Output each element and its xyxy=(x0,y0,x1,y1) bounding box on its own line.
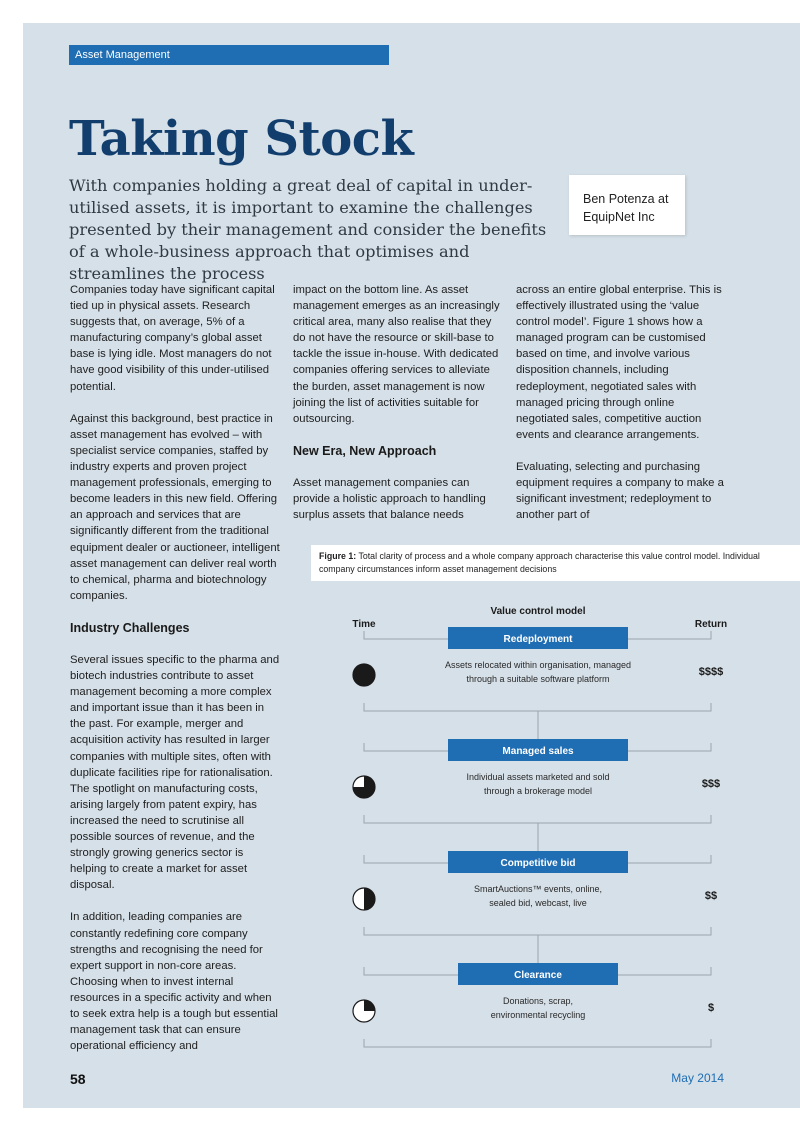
paragraph: Companies today have significant capital tied up in physical assets. Research suggests that, on average, 5% of a manufacturing company’s global asset base is lying idle. Most managers do not have good visibility of this under-utilised potential. xyxy=(70,284,275,393)
author-byline xyxy=(569,175,685,235)
stage-label: Clearance xyxy=(514,970,562,981)
standfirst: With companies holding a great deal of capital in under-utilised assets, it is important to examine the challenges presented by their management and consider the benefits of a whole-business approach that optimises and streamlines the process xyxy=(69,176,547,283)
stage-description: through a suitable software platform xyxy=(466,674,610,684)
section-tab: Asset Management xyxy=(69,45,389,65)
return-label: Return xyxy=(694,619,728,630)
stage-return: $$$$ xyxy=(698,666,724,678)
time-label: Time xyxy=(352,619,376,630)
body-column-1 xyxy=(70,282,282,1070)
stage-description: environmental recycling xyxy=(490,1010,586,1020)
model-title: Value control model xyxy=(490,606,586,617)
bracket-line xyxy=(364,927,711,935)
connector-line xyxy=(628,743,711,751)
stage-description: Individual assets marketed and sold xyxy=(466,772,610,782)
caption-text: Total clarity of process and a whole company approach characterise this value control model. Individual company circumstances inform asset management decisions xyxy=(319,551,760,574)
paragraph: impact on the bottom line. As asset management emerges as an increasingly critical area, many also realise that they do not have the resource or skill-base to tackle the issue in-house. With dedicated companies offering services to alleviate the burden, asset management is now joining the list of activities suitable for outsourcing. xyxy=(293,284,500,425)
connector-line xyxy=(364,743,448,751)
connector-line xyxy=(364,967,458,975)
stage-description: Assets relocated within organisation, managed xyxy=(444,660,632,670)
bracket-line xyxy=(364,703,711,711)
stage-label: Managed sales xyxy=(502,746,574,757)
connector-line xyxy=(364,855,448,863)
body-column-2 xyxy=(293,282,505,539)
stage-description: through a brokerage model xyxy=(483,786,593,796)
stage-label: Redeployment xyxy=(503,634,573,645)
subheading-industry-challenges: Industry Challenges xyxy=(70,620,190,635)
connector-line xyxy=(618,967,711,975)
stage-return: $ xyxy=(707,1002,715,1014)
time-pie-fill xyxy=(364,1000,375,1011)
byline-line-1: Ben Potenza at xyxy=(583,192,669,206)
figure-caption xyxy=(311,545,800,581)
connector-line xyxy=(628,855,711,863)
issue-date: May 2014 xyxy=(671,1071,724,1085)
paragraph: Asset management companies can provide a holistic approach to handling surplus assets that balance needs xyxy=(293,476,486,522)
bracket-line xyxy=(364,1039,711,1047)
connector-line xyxy=(628,631,711,639)
paragraph: Several issues specific to the pharma and biotech industries contribute to asset management becoming a more complex and important issue than it has been in the past. For example, merger and acquisition activity has resulted in larger companies with multiple sites, often with duplicate facilities ripe for rationalisation. The spotlight on manufacturing costs, arising largely from patent expiry, has increased the need to scrutinise all possible sources of revenue, and the strongly growing generics sector is helping to create a market for asset disposal. xyxy=(70,653,280,892)
subheading-new-era: New Era, New Approach xyxy=(293,443,437,458)
page-number: 58 xyxy=(70,1071,86,1087)
connector-line xyxy=(364,631,448,639)
paragraph: Evaluating, selecting and purchasing equipment requires a company to make a significant investment; redeployment to another part of xyxy=(516,461,724,522)
bracket-line xyxy=(364,815,711,823)
caption-label: Figure 1: xyxy=(319,551,357,561)
paragraph: across an entire global enterprise. This is effectively illustrated using the ‘value control model’. Figure 1 shows how a managed program can be customised based on time, and involve various disposition channels, including redeployment, negotiated sales with managed pricing through online negotiated sales, competitive auction events and clearance arrangements. xyxy=(516,284,722,441)
byline-line-2: EquipNet Inc xyxy=(583,210,655,224)
stage-description: Donations, scrap, xyxy=(502,996,574,1006)
paragraph: Against this background, best practice in asset management has evolved – with specialist service companies, staffed by industry experts and proven project management professionals, emerging to become leaders in this new field. Offering an approach and services that are significantly different from the traditional equipment dealer or auctioneer, intelligent asset management can deliver real worth to chemical, pharma and biotechnology companies. xyxy=(70,412,280,602)
value-control-model-diagram xyxy=(311,595,800,1065)
article-title: Taking Stock xyxy=(69,111,414,167)
stage-label: Competitive bid xyxy=(500,858,576,869)
time-pie-fill xyxy=(364,888,375,910)
time-pie-fill xyxy=(353,664,375,686)
stage-description: SmartAuctions™ events, online, xyxy=(473,884,603,894)
stage-return: $$ xyxy=(704,890,718,902)
body-column-3 xyxy=(516,282,728,540)
paragraph: In addition, leading companies are constantly redefining core company strengths and recognising the need for expert support in non-core areas. Choosing when to invest internal resources in a specific activity and when to seek extra help is a tough but essential management task that can ensure operational efficiency and xyxy=(70,911,278,1053)
stage-description: sealed bid, webcast, live xyxy=(489,898,587,908)
stage-return: $$$ xyxy=(701,778,721,790)
magazine-page xyxy=(23,23,800,1108)
